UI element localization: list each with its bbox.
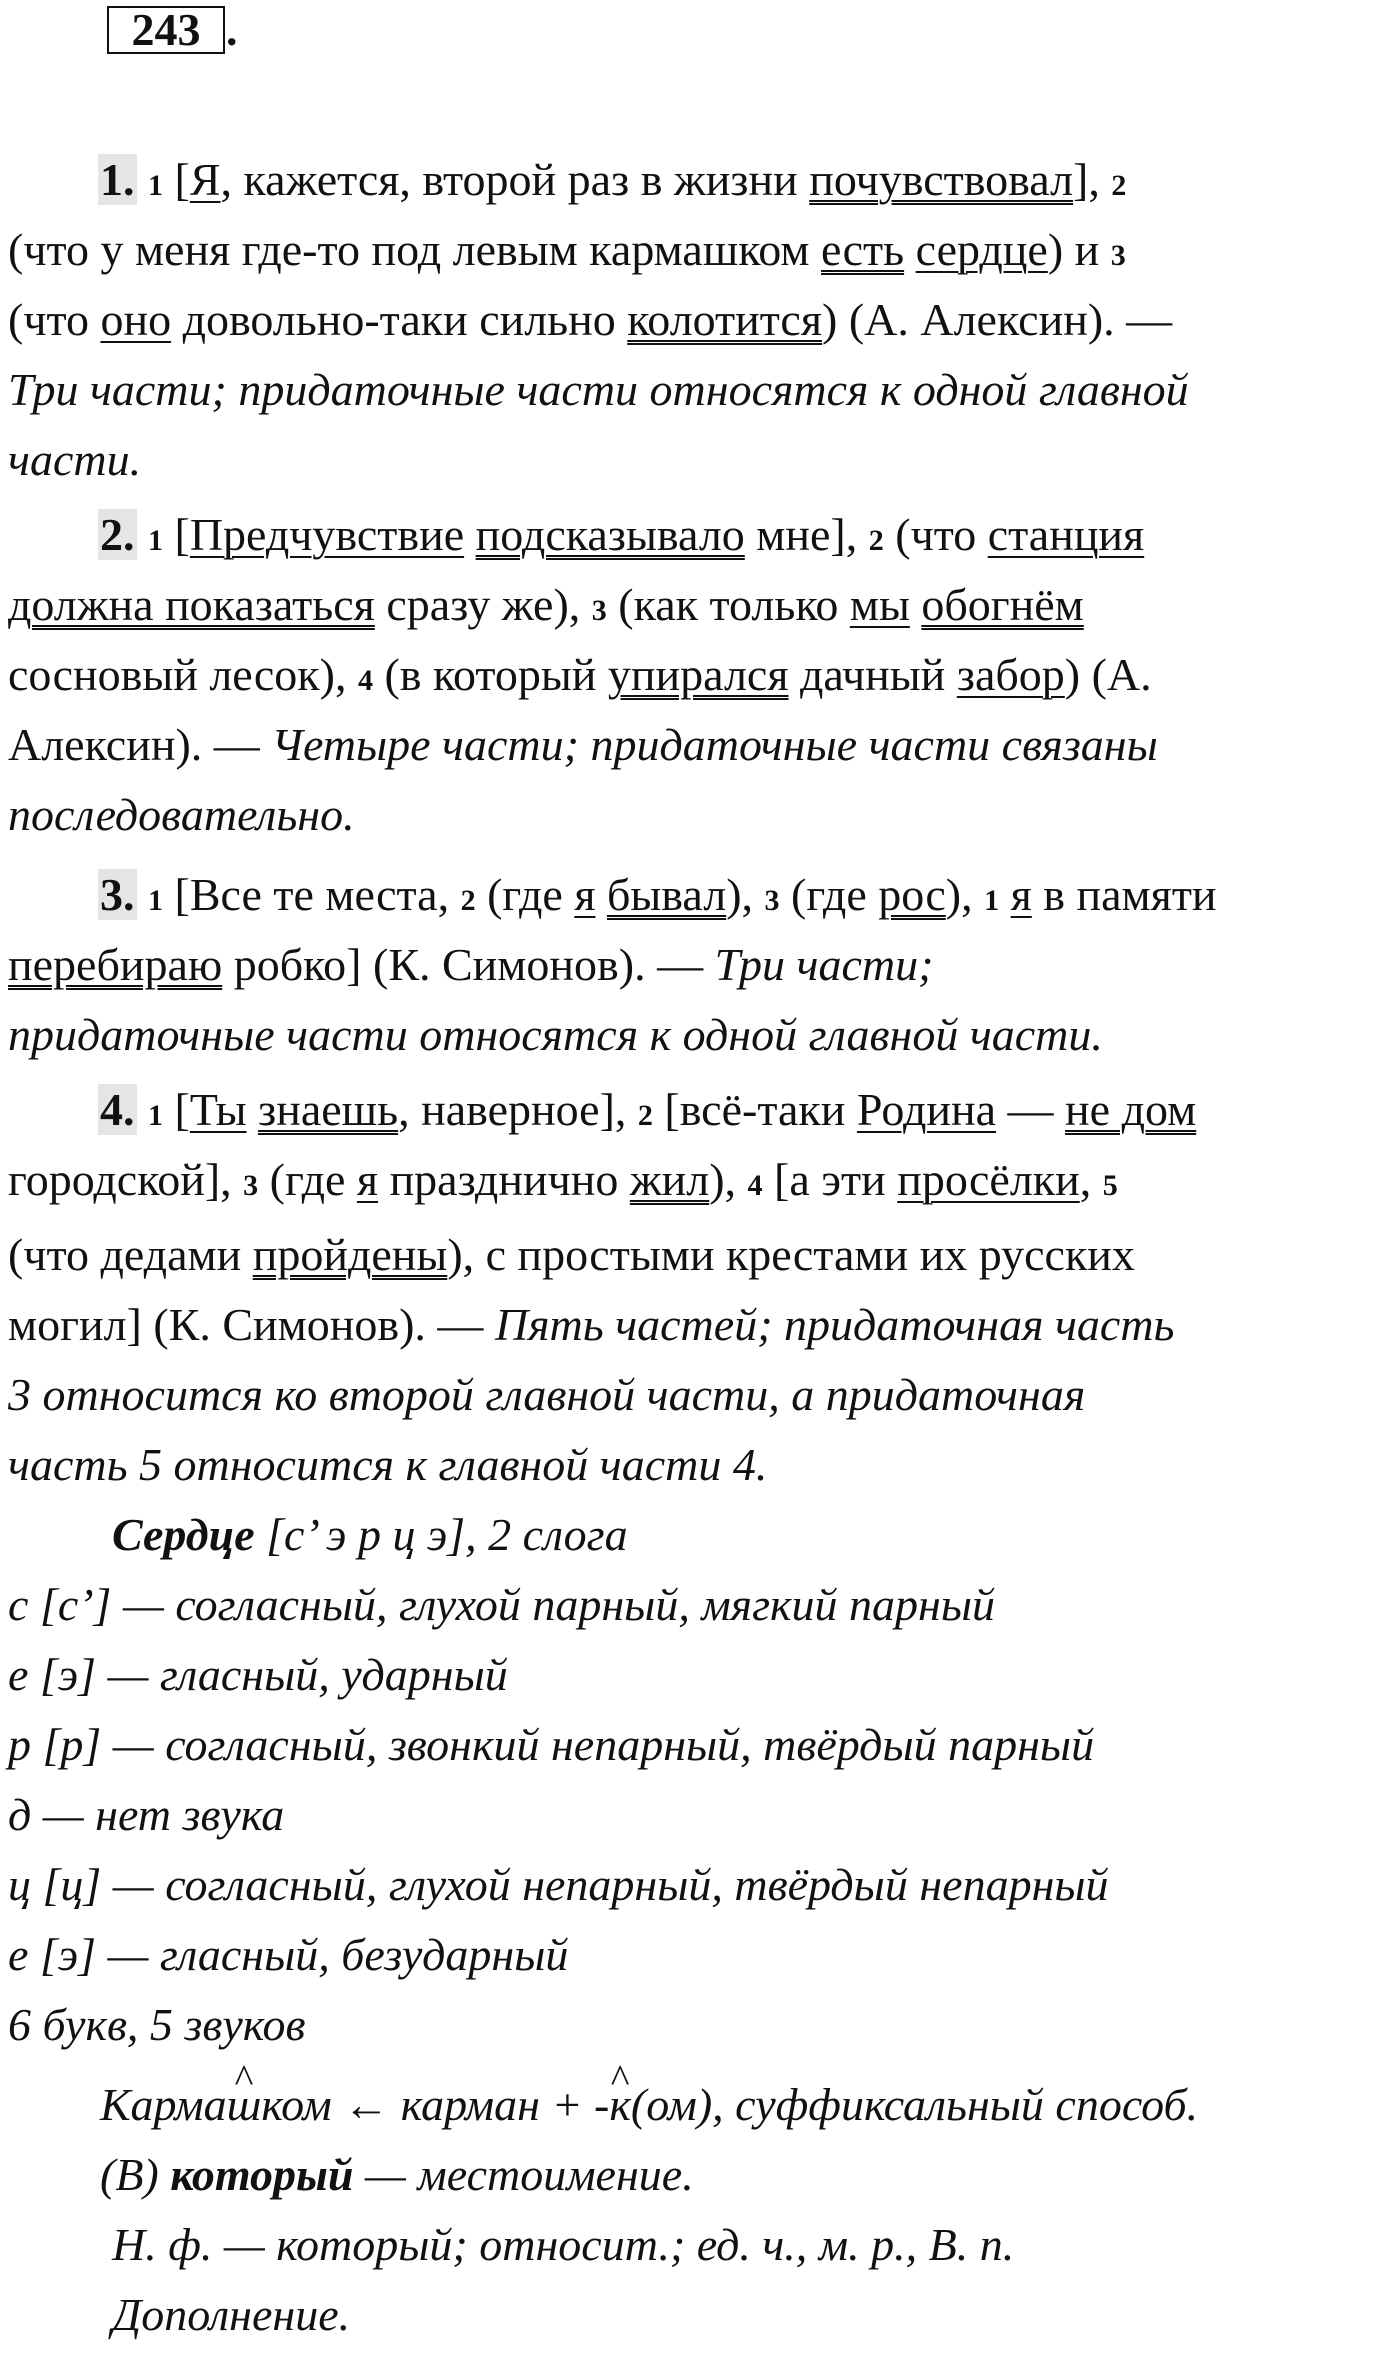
text: Карма [100,2079,227,2130]
text: робко] (К. Симонов). — [222,939,715,990]
text: ком ← карман + - [261,2079,610,2130]
text: Пять частей; придаточная часть [494,1299,1175,1350]
text: могил] (К. Симонов). — [8,1299,495,1350]
part-index: 1 [984,884,1000,917]
text: ) (А. Алексин). — [822,294,1173,345]
text: ], [1073,154,1112,205]
text: довольно-таки сильно [171,294,628,345]
part-index: 1 [148,1099,163,1132]
text: , наверное], [398,1084,638,1135]
text: [всё-таки [652,1084,857,1135]
predicate: почувствовал [809,154,1074,205]
text: (что [883,509,988,560]
text [910,579,922,630]
pronoun-line-1 [100,2140,1392,2210]
s1-line-4: Три части; придаточные части относятся к одной главной [8,364,1189,415]
phonetic-word: Сердце [112,1509,255,1560]
part-index: 3 [1110,239,1126,272]
s4-number: 4. [100,1084,135,1135]
suffix-mark: ^ к [609,2070,631,2140]
part-index: 1 [148,169,163,202]
text [595,869,607,920]
text: (где [258,1154,357,1205]
predicate: упирался [607,649,789,700]
phonetic-row: р [р] — согласный, звонкий непарный, твёрдый парный [8,1719,1095,1770]
subject: я [356,1154,379,1205]
predicate: должна показаться [8,579,375,630]
pronoun-word: который [170,2149,354,2200]
text: (ом), суффиксальный способ. [630,2079,1199,2130]
text: (в который [372,649,608,700]
text: сразу же), [374,579,592,630]
text: (В) [100,2149,171,2200]
text: ), [726,869,765,920]
text: ), с простыми крестами их русских [447,1229,1135,1280]
part-index: 3 [243,1169,259,1202]
s3-line-2 [8,930,1392,1000]
predicate: перебираю [8,939,223,990]
predicate: колотится [627,294,823,345]
text: [Все те места, [163,869,461,920]
text: , [1079,1154,1103,1205]
text: мне], [744,509,869,560]
text: празднично [378,1154,630,1205]
part-index: 5 [1102,1169,1118,1202]
part-index: 4 [357,664,373,697]
s1-line-5: части. [8,434,142,485]
part-index: 2 [1111,169,1127,202]
text: в памяти [1031,869,1217,920]
suffix-mark: ^ ш [227,2070,262,2140]
part-index: 3 [764,884,780,917]
text: (как только [606,579,850,630]
s3-line-1 [98,860,1392,930]
subject: сердце [915,224,1048,275]
text: (где [779,869,879,920]
s2-line-5: последовательно. [8,789,355,840]
text: ) (А. [1064,649,1152,700]
text: ) и [1047,224,1111,275]
phonetic-row: ц [ц] — согласный, глухой непарный, твёрдый непарный [8,1859,1109,1910]
phonetic-row: е [э] — гласный, ударный [8,1649,508,1700]
part-index: 2 [460,884,476,917]
predicate: пройдены [252,1229,448,1280]
predicate: рос [878,869,946,920]
text: сосновый лесок), [8,649,358,700]
subject: я [1010,869,1032,920]
s4-line-2 [8,1145,1392,1215]
part-index: 1 [148,884,163,917]
text: городской], [8,1154,244,1205]
text: (что [8,294,101,345]
s4-line-1 [98,1075,1392,1145]
s1-line-1 [98,145,1392,215]
predicate: жил [629,1154,710,1205]
text [464,509,476,560]
text [999,869,1011,920]
text: [ [163,154,190,205]
s2-line-3 [8,640,1392,710]
pronoun-line-3: Дополнение. [112,2289,351,2340]
exercise-number: 243 [107,6,225,54]
predicate: не дом [1065,1084,1197,1135]
s2-line-4 [8,710,1392,780]
s1-line-2 [8,215,1392,285]
word-formation [100,2070,1392,2140]
phonetic-transcription: [с’ э р ц э], 2 слога [254,1509,628,1560]
s3-number: 3. [100,869,135,920]
phonetic-summary: 6 букв, 5 звуков [8,1999,306,2050]
phonetic-row: е [э] — гласный, безударный [8,1929,569,1980]
s2-line-2 [8,570,1392,640]
part-index: 3 [591,594,607,627]
text: Четыре части; придаточные части связаны [271,719,1158,770]
text: (что у меня где-то под левым кармашком [8,224,822,275]
subject: я [574,869,596,920]
subject: забор [956,649,1065,700]
pronoun-line-2: Н. ф. — который; относит.; ед. ч., м. р., В. п. [112,2219,1015,2270]
part-index: 4 [747,1169,763,1202]
text: дачный [788,649,957,700]
subject: Предчувствие [189,509,465,560]
subject: просёлки [897,1154,1080,1205]
text: [а эти [762,1154,898,1205]
s4-line-4 [8,1290,1392,1360]
text: ), [709,1154,748,1205]
part-index: 1 [148,524,163,557]
predicate: есть [821,224,905,275]
s4-line-3 [8,1220,1392,1290]
predicate: знаешь [258,1084,399,1135]
s1-line-3 [8,285,1392,355]
s3-line-3: придаточные части относятся к одной главной части. [8,1009,1103,1060]
subject: мы [849,579,910,630]
text [904,224,916,275]
subject: станция [987,509,1145,560]
text: ), [945,869,985,920]
subject: Родина [856,1084,997,1135]
text: (что дедами [8,1229,253,1280]
s4-line-6: часть 5 относится к главной части 4. [8,1439,768,1490]
text: — [996,1084,1066,1135]
text: , кажется, второй раз в жизни [220,154,810,205]
text: — местоимение. [353,2149,694,2200]
subject: Ты [189,1084,247,1135]
exercise-number-dot: . [226,4,238,55]
predicate: обогнём [921,579,1084,630]
phonetic-row: с [с’] — согласный, глухой парный, мягкий парный [8,1579,996,1630]
text: Алексин). — [8,719,272,770]
phonetic-row: д — нет звука [8,1789,285,1840]
part-index: 2 [637,1099,653,1132]
subject: Я [189,154,221,205]
text: [ [163,509,190,560]
s2-line-1 [98,500,1392,570]
predicate: бывал [606,869,727,920]
text: [ [163,1084,190,1135]
subject: оно [100,294,172,345]
text [247,1084,259,1135]
text: (где [475,869,575,920]
s1-number: 1. [100,154,135,205]
predicate: подсказывало [475,509,745,560]
s2-number: 2. [100,509,135,560]
phonetic-header [112,1500,1392,1570]
s4-line-5: 3 относится ко второй главной части, а придаточная [8,1369,1086,1420]
text: Три части; [714,939,934,990]
part-index: 2 [868,524,884,557]
